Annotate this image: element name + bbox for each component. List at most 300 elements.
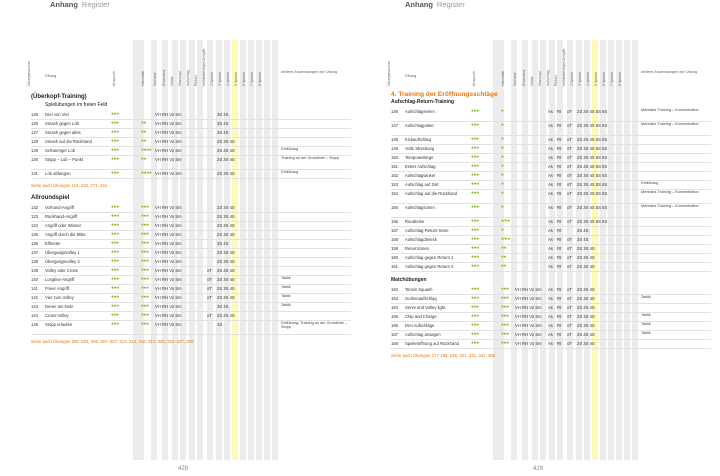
exercise-name: Aufschlag auf Zeit	[405, 182, 439, 188]
return-code: Rt	[557, 341, 562, 347]
difficulty-dots: ●●●	[111, 111, 119, 117]
technique-codes: VH RH Vo Sm	[515, 296, 542, 302]
player-count-codes: 2S 3S 4S 5S 6S	[577, 137, 608, 143]
technique-codes: VH RH Vo Sm	[155, 171, 182, 177]
player-count-codes: 2S 3S 4S 5S 6S	[577, 146, 608, 152]
header-subtitle: Register	[436, 0, 465, 9]
other-uses: Taktik	[641, 322, 651, 326]
exercise-number: 142	[31, 295, 38, 301]
technique-codes: VH RH Vo Sm	[155, 268, 182, 274]
exercise-name: Volle Streckung	[405, 146, 435, 152]
intensity-dots: ●●●	[141, 267, 149, 273]
column-header: Volley	[530, 76, 534, 86]
return-code: Rt	[557, 164, 562, 170]
exercise-number: 128	[31, 139, 38, 145]
exercise-name: Übergangsvolley 2	[45, 259, 80, 265]
technique-codes: VH RH Vo Sm	[155, 112, 182, 118]
see-also-note: siehe auch Übungen 119, 234, 271, 341	[31, 183, 108, 188]
technique-codes: VH RH Vo Sm	[155, 322, 182, 328]
player-count-codes: 2S 3S 4S	[577, 332, 595, 338]
column-header: 2 Spieler	[210, 71, 214, 86]
column-header: 6 Spieler	[602, 71, 606, 86]
exercise-name: Tennis Squash	[405, 287, 433, 293]
difficulty-dots: ●●●	[471, 108, 479, 114]
serve-code: As	[548, 305, 553, 311]
exercise-name: Serve and Volley light	[405, 305, 446, 311]
table-row	[391, 189, 711, 204]
column-header: Vorhand	[513, 72, 517, 86]
exercise-name: Smash gegen Lob	[45, 121, 79, 127]
technique-codes: VH RH Vo Sm	[155, 304, 182, 310]
technique-codes: VH RH Vo Sm	[515, 305, 542, 311]
return-code: Rt	[557, 323, 562, 329]
player-count-codes: 3S 4S	[217, 241, 229, 247]
return-code: Rt	[557, 228, 562, 234]
return-code: Rt	[557, 237, 562, 243]
intensity-dots: ●●●	[141, 249, 149, 255]
section-title: Allroundspiel	[31, 195, 70, 201]
self-feed-code: oT	[567, 205, 572, 211]
column-header: 7 Spieler	[250, 71, 254, 86]
column-header: Return	[194, 75, 198, 86]
serve-code: As	[548, 296, 553, 302]
player-count-codes: 2S 3S 4S 5S 6S	[577, 173, 608, 179]
column-header: Übungsnummer	[387, 60, 391, 86]
see-also-note: siehe auch Übungen 177-196, 249, 321, 341, 342, 365	[391, 353, 496, 358]
self-feed-code: oT	[567, 255, 572, 261]
exercise-number: 161	[391, 264, 398, 270]
column-header: 5 Spieler	[594, 71, 598, 86]
exercise-name: Returnzonen	[405, 246, 429, 252]
return-code: Rt	[557, 219, 562, 225]
exercise-name: Tempoanstiege	[405, 155, 434, 161]
exercise-number: 132	[31, 205, 38, 211]
exercise-number: 159	[391, 246, 398, 252]
technique-codes: VH RH Vo Sm	[515, 287, 542, 293]
exercise-name: Longline-Angriff	[45, 277, 75, 283]
column-header: 4 Spieler	[226, 71, 230, 86]
exercise-number: 152	[391, 173, 398, 179]
exercise-name: Aufschlag gegen Return 1	[405, 255, 454, 261]
serve-code: As	[548, 332, 553, 338]
exercise-name: Drei von Vier	[45, 112, 70, 118]
exercise-number: 125	[31, 112, 38, 118]
technique-codes: VH RH Vo Sm	[155, 277, 182, 283]
difficulty-dots: ●●●	[471, 331, 479, 337]
difficulty-dots: ●●●	[111, 294, 119, 300]
exercise-number: 137	[31, 250, 38, 256]
intensity-dots: ●●	[141, 156, 147, 162]
difficulty-dots: ●●●	[471, 304, 479, 310]
exercise-name: Aufschlag ansagen	[405, 332, 441, 338]
self-feed-code: oT	[567, 237, 572, 243]
section-title: (Überkopf-Training)	[31, 94, 87, 100]
column-header: Vorhand	[153, 72, 157, 86]
player-count-codes: 2S 3S 4S	[217, 232, 235, 238]
difficulty-dots: ●●●	[471, 236, 479, 242]
intensity-dots: ●/●●	[501, 236, 510, 242]
self-feed-code: oT	[207, 313, 212, 319]
difficulty-dots: ●●●	[111, 129, 119, 135]
intensity-dots: ●	[501, 181, 504, 187]
serve-code: As	[548, 237, 553, 243]
exercise-name: Smash auf die Rückhand	[45, 139, 92, 145]
column-header: Aufschlag	[186, 70, 190, 86]
header-title: Anhang	[50, 0, 78, 9]
column-header: Rückhand	[522, 69, 526, 86]
exercise-number: 145	[31, 322, 38, 328]
self-feed-code: oT	[567, 173, 572, 179]
exercise-name: Stopp – Lob – Punkt	[45, 157, 83, 163]
player-count-codes: 2S 3S 4S	[577, 341, 595, 347]
exercise-name: Smash gegen alles	[45, 130, 81, 136]
player-count-codes: 2S 3S 4S	[577, 246, 595, 252]
table-row	[31, 169, 351, 179]
difficulty-dots: ●●●	[471, 172, 479, 178]
intensity-dots: ●●●	[141, 222, 149, 228]
exercise-name: Aufschlagwinkel	[405, 173, 436, 179]
header-title: Anhang	[405, 0, 433, 9]
exercise-name: Rückhand-Angriff	[45, 214, 78, 220]
player-count-codes: 3S 4S	[217, 130, 229, 136]
other-uses: Taktik	[641, 295, 651, 299]
serve-code: As	[548, 137, 553, 143]
self-feed-code: oT	[567, 123, 572, 129]
self-feed-code: oT	[567, 323, 572, 329]
technique-codes: VH RH Vo Sm	[155, 130, 182, 136]
exercise-number: 136	[31, 241, 38, 247]
self-feed-code: oT	[567, 296, 572, 302]
column-header: Intensität	[141, 71, 145, 86]
intensity-dots: ●●●	[141, 276, 149, 282]
exercise-number: 144	[31, 313, 38, 319]
intensity-dots: ●●●	[141, 321, 149, 327]
player-count-codes: 2S 3S 4S	[577, 323, 595, 329]
technique-codes: VH RH Vo Sm	[155, 313, 182, 319]
return-code: Rt	[557, 191, 562, 197]
return-code: Rt	[557, 255, 562, 261]
exercise-number: 127	[31, 130, 38, 136]
column-header: Anspruch	[112, 70, 116, 86]
intensity-dots: ●●	[141, 138, 147, 144]
player-count-codes: 2S 3S 4S	[577, 314, 595, 320]
exercise-number: 150	[391, 155, 398, 161]
exercise-number: 140	[31, 277, 38, 283]
intensity-dots: ●	[501, 172, 504, 178]
other-uses: Drillübung	[281, 170, 299, 174]
difficulty-dots: ●●●	[471, 295, 479, 301]
difficulty-dots: ●●●	[111, 303, 119, 309]
return-code: Rt	[557, 137, 562, 143]
return-code: Rt	[557, 264, 562, 270]
self-feed-code: oT	[207, 277, 212, 283]
intensity-dots: ●●●	[141, 285, 149, 291]
intensity-dots: ●●●●	[141, 170, 152, 176]
self-feed-code: oT	[207, 295, 212, 301]
technique-codes: VH RH Vo Sm	[155, 295, 182, 301]
exercise-name: Kickaufschlag	[405, 137, 431, 143]
serve-code: As	[548, 123, 553, 129]
running-header	[405, 0, 465, 9]
serve-code: As	[548, 146, 553, 152]
intensity-dots: ●●	[501, 263, 507, 269]
other-uses: Drillübung, Training an der Grundlinie – Stopp	[281, 321, 348, 330]
technique-codes: VH RH Vo Sm	[515, 341, 542, 347]
serve-code: As	[548, 191, 553, 197]
intensity-dots: ●●	[141, 120, 147, 126]
intensity-dots: ●	[501, 154, 504, 160]
technique-codes: VH RH Vo Sm	[515, 332, 542, 338]
self-feed-code: oT	[567, 164, 572, 170]
exercise-name: Erster Aufschlag	[405, 164, 436, 170]
other-uses: Taktik	[281, 276, 291, 280]
table-row	[391, 121, 711, 136]
intensity-dots: ●	[501, 204, 504, 210]
exercise-name: Stopp erlaufen	[45, 322, 73, 328]
column-header: Überkopf	[178, 71, 182, 86]
intensity-dots: ●●●	[501, 295, 509, 301]
other-uses: Training an der Grundlinie – Stopp	[281, 156, 339, 160]
player-count-codes: 2S 3S 4S 5S 6S	[577, 205, 608, 211]
self-feed-code: oT	[567, 146, 572, 152]
right-page	[360, 0, 720, 476]
player-count-codes: 2S 3S 4S 5S 6S	[577, 164, 608, 170]
column-header: Überkopf	[538, 71, 542, 86]
self-feed-code: oT	[567, 332, 572, 338]
player-count-codes: 2S 3S 4S 5S 6S	[577, 182, 608, 188]
player-count-codes: 3S 4S	[217, 121, 229, 127]
exercise-number: 165	[391, 314, 398, 320]
exercise-number: 164	[391, 305, 398, 311]
return-code: Rt	[557, 246, 562, 252]
serve-code: As	[548, 228, 553, 234]
exercise-number: 139	[31, 268, 38, 274]
running-header	[50, 0, 110, 9]
serve-code: As	[548, 109, 553, 115]
exercise-number: 141	[31, 286, 38, 292]
intensity-dots: ●●●	[501, 286, 509, 292]
difficulty-dots: ●●●	[471, 122, 479, 128]
column-header-other-uses: weitere Anwendungen der Übung	[641, 70, 698, 74]
player-count-codes: 4S	[217, 322, 223, 328]
serve-code: As	[548, 173, 553, 179]
column-header-exercise: Übung	[45, 74, 57, 78]
difficulty-dots: ●●●	[471, 190, 479, 196]
difficulty-dots: ●●●	[111, 258, 119, 264]
exercise-name: Vorhand-Angriff	[45, 205, 75, 211]
other-uses: Taktik	[281, 294, 291, 298]
technique-codes: VH RH Vo Sm	[155, 286, 182, 292]
exercise-number: 149	[391, 146, 398, 152]
self-feed-code: oT	[207, 286, 212, 292]
exercise-number: 147	[391, 123, 398, 129]
column-header: 2 Spieler	[570, 71, 574, 86]
intensity-dots: ●●●	[501, 340, 509, 346]
exercise-number: 160	[391, 255, 398, 261]
technique-codes: VH RH Vo Sm	[515, 323, 542, 329]
difficulty-dots: ●●●	[471, 254, 479, 260]
section-title: 4. Training der Eröffnungsschläge	[391, 91, 498, 98]
technique-codes: VH RH Vo Sm	[155, 241, 182, 247]
intensity-dots: ●/●●	[501, 218, 510, 224]
exercise-number: 135	[31, 232, 38, 238]
exercise-number: 168	[391, 341, 398, 347]
difficulty-dots: ●●●	[471, 322, 479, 328]
column-header: Intensität	[501, 71, 505, 86]
intensity-dots: ●●●	[141, 213, 149, 219]
exercise-number: 126	[31, 121, 38, 127]
player-count-codes: 3S 4S	[217, 112, 229, 118]
exercise-number: 138	[31, 259, 38, 265]
exercise-name: Elfmeter	[45, 241, 61, 247]
difficulty-dots: ●●●	[111, 170, 119, 176]
player-count-codes: 2S 3S 4S	[577, 287, 595, 293]
difficulty-dots: ●●●	[111, 204, 119, 210]
other-uses: Mentales Training – Konzentration	[641, 108, 699, 112]
return-code: Rt	[557, 173, 562, 179]
intensity-dots: ●	[501, 122, 504, 128]
return-code: Rt	[557, 296, 562, 302]
difficulty-dots: ●●●	[471, 163, 479, 169]
exercise-number: 134	[31, 223, 38, 229]
self-feed-code: oT	[567, 314, 572, 320]
player-count-codes: 2S 3S 4S	[577, 264, 595, 270]
intensity-dots: ●●●	[141, 231, 149, 237]
column-header: Anspruch	[472, 70, 476, 86]
table-row	[391, 107, 711, 122]
return-code: Rt	[557, 123, 562, 129]
player-count-codes: 2S 3S 4S 5S 6S	[577, 109, 608, 115]
self-feed-code: oT	[567, 264, 572, 270]
column-header: Return	[554, 75, 558, 86]
intensity-dots: ●●●	[141, 240, 149, 246]
difficulty-dots: ●●●	[111, 285, 119, 291]
column-header-other-uses: weitere Anwendungen der Übung	[281, 70, 338, 74]
exercise-name: Übergangsvolley 1	[45, 250, 80, 256]
exercise-name: Angriff oder Winner	[45, 223, 81, 229]
difficulty-dots: ●●●	[471, 154, 479, 160]
difficulty-dots: ●●●	[111, 249, 119, 255]
technique-codes: VH RH Vo Sm	[515, 314, 542, 320]
self-feed-code: oT	[567, 341, 572, 347]
difficulty-dots: ●●●	[111, 138, 119, 144]
difficulty-dots: ●●●	[471, 245, 479, 251]
other-uses: Taktik	[281, 285, 291, 289]
exercise-name: Gurkenaufschlag	[405, 296, 437, 302]
return-code: Rt	[557, 155, 562, 161]
self-feed-code: oT	[567, 219, 572, 225]
exercise-name: Aufschlagdreieck	[405, 237, 437, 243]
column-header: Volley	[170, 76, 174, 86]
other-uses: Taktik	[641, 331, 651, 335]
difficulty-dots: ●●●	[111, 222, 119, 228]
player-count-codes: 2S 3S 4S 5S 6S	[577, 191, 608, 197]
return-code: Rt	[557, 332, 562, 338]
player-count-codes: 3S 4S	[577, 237, 589, 243]
serve-code: As	[548, 255, 553, 261]
difficulty-dots: ●●●	[111, 267, 119, 273]
column-header: Rückhand	[162, 69, 166, 86]
player-count-codes: 2S 3S 4S	[217, 277, 235, 283]
serve-code: As	[548, 246, 553, 252]
intensity-dots: ●●●	[501, 304, 509, 310]
exercise-name: Lob abfangen	[45, 171, 71, 177]
difficulty-dots: ●●●	[471, 227, 479, 233]
column-header-exercise: Übung	[405, 74, 417, 78]
player-count-codes: 2S 3S 4S	[217, 295, 235, 301]
exercise-name: Drei Aufschläge	[405, 323, 435, 329]
player-count-codes: 2S 3S 4S	[577, 305, 595, 311]
intensity-dots: ●●●	[141, 303, 149, 309]
difficulty-dots: ●●●	[111, 120, 119, 126]
intensity-dots: ●●●	[501, 322, 509, 328]
column-header: 4 Spieler	[586, 71, 590, 86]
difficulty-dots: ●●●	[471, 181, 479, 187]
technique-codes: VH RH Vo Sm	[155, 139, 182, 145]
serve-code: As	[548, 341, 553, 347]
exercise-name: Volley oder Cross	[45, 268, 78, 274]
table-row	[391, 339, 711, 349]
intensity-dots: ●●●	[141, 204, 149, 210]
player-count-codes: 2S 3S 4S	[217, 259, 235, 265]
column-header: 7 Spieler	[610, 71, 614, 86]
exercise-name: Dreier am Netz	[45, 304, 74, 310]
exercise-number: 154	[391, 191, 398, 197]
technique-codes: VH RH Vo Sm	[155, 223, 182, 229]
player-count-codes: 2S 3S 4S	[217, 148, 235, 154]
intensity-dots: ●	[501, 227, 504, 233]
serve-code: As	[548, 287, 553, 293]
intensity-dots: ●●●	[501, 331, 509, 337]
self-feed-code: oT	[567, 305, 572, 311]
exercise-number: 130	[31, 157, 38, 163]
self-feed-code: oT	[567, 109, 572, 115]
exercise-name: Aufschlag-Return-Serie	[405, 228, 449, 234]
exercise-name: Aufschlagsonen	[405, 205, 435, 211]
column-header: 3 Spieler	[218, 71, 222, 86]
difficulty-dots: ●●●	[471, 313, 479, 319]
player-count-codes: 2S 3S 4S	[217, 171, 235, 177]
difficulty-dots: ●●●	[471, 136, 479, 142]
page-number: 428	[178, 466, 189, 472]
serve-code: As	[548, 219, 553, 225]
intensity-dots: ●	[501, 108, 504, 114]
exercise-number: 153	[391, 182, 398, 188]
column-header: Aufschlag	[546, 70, 550, 86]
technique-codes: VH RH Vo Sm	[155, 250, 182, 256]
serve-code: As	[548, 182, 553, 188]
self-feed-code: oT	[567, 137, 572, 143]
difficulty-dots: ●●●	[471, 145, 479, 151]
exercise-number: 158	[391, 237, 398, 243]
exercise-number: 133	[31, 214, 38, 220]
intensity-dots: ●	[501, 145, 504, 151]
exercise-number: 146	[391, 109, 398, 115]
player-count-codes: 2S 3S 4S	[577, 296, 595, 302]
other-uses: Mentales Training – Konzentration	[641, 190, 699, 194]
player-count-codes: 2S 3S 4S 5S 6S	[577, 123, 608, 129]
exercise-number: 151	[391, 164, 398, 170]
player-count-codes: 2S 3S 4S	[217, 250, 235, 256]
exercise-number: 155	[391, 205, 398, 211]
return-code: Rt	[557, 314, 562, 320]
serve-code: As	[548, 205, 553, 211]
player-count-codes: 2S 3S 4S	[577, 255, 595, 261]
exercise-name: Spieleröffnung auf Rückhand	[405, 341, 459, 347]
player-count-codes: 2S 3S 4S	[217, 268, 235, 274]
return-code: Rt	[557, 146, 562, 152]
difficulty-dots: ●●●	[111, 213, 119, 219]
